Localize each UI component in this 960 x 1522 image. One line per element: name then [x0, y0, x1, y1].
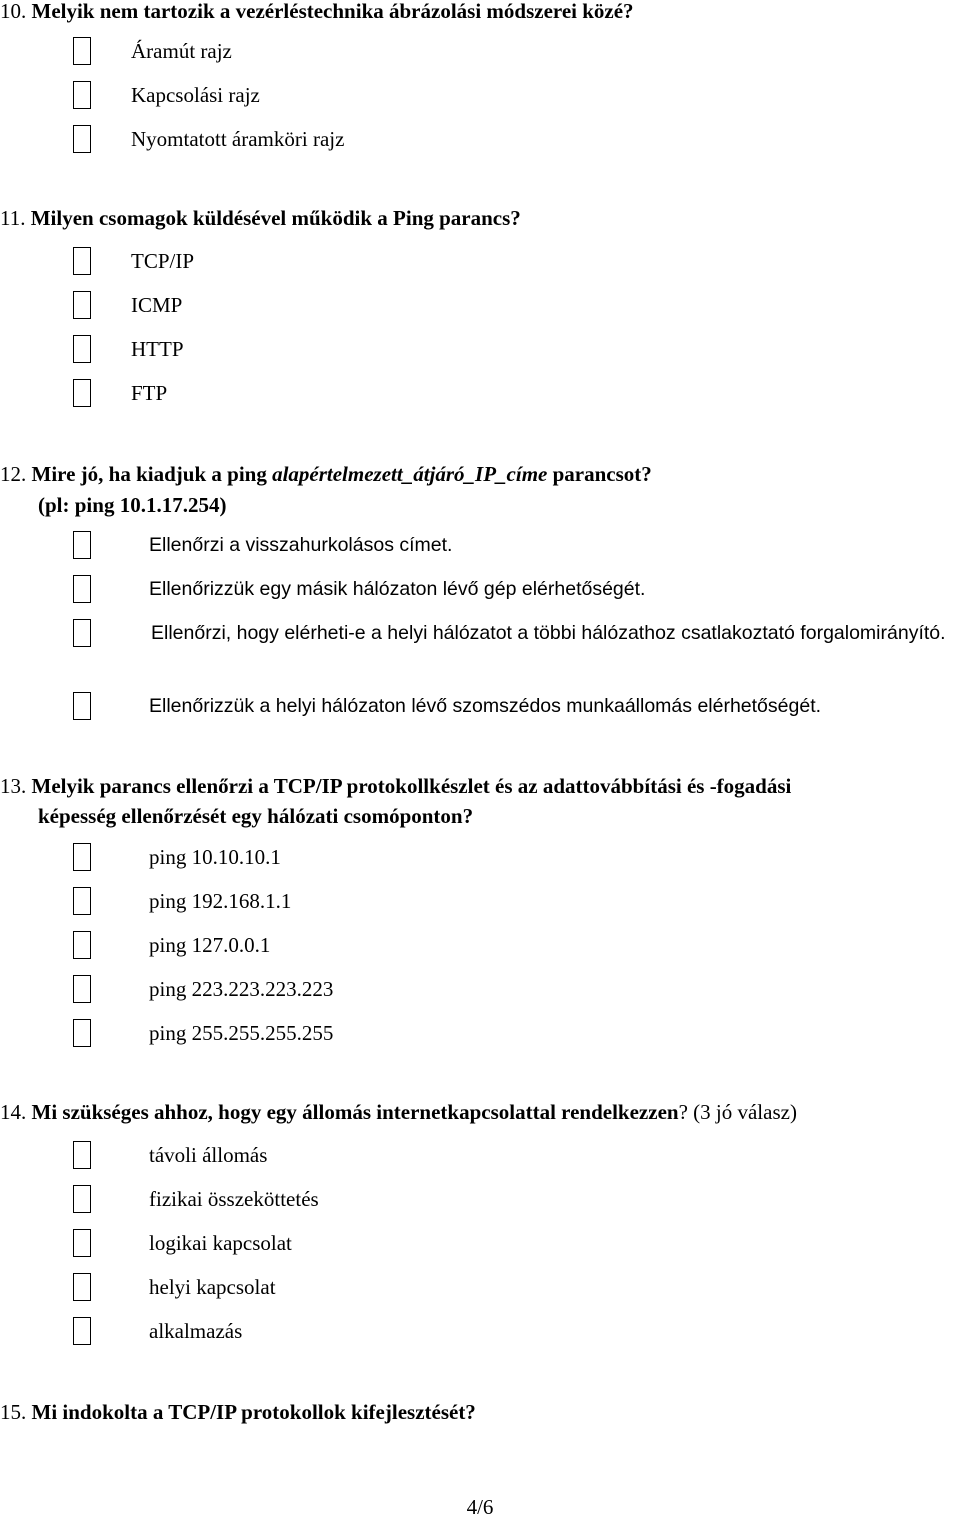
checkbox-q14-opt1[interactable]	[73, 1141, 91, 1169]
question-number: 11.	[0, 206, 26, 230]
question-12-title	[0, 457, 652, 491]
checkbox-q13-opt5[interactable]	[73, 1019, 91, 1047]
checkbox-q13-opt3[interactable]	[73, 931, 91, 959]
q12-option-2: Ellenőrizzük egy másik hálózaton lévő gép elérhetőségét.	[149, 578, 646, 600]
question-number: 12.	[0, 462, 27, 486]
checkbox-q11-opt4[interactable]	[73, 379, 91, 407]
question-suffix: ? (3 jó válasz)	[678, 1100, 797, 1124]
checkbox-q10-opt1[interactable]	[73, 37, 91, 65]
q11-option-4: FTP	[131, 381, 168, 405]
question-11-title	[0, 201, 521, 235]
q10-option-1: Áramút rajz	[131, 39, 232, 63]
question-13-title	[0, 769, 791, 803]
checkbox-q13-opt2[interactable]	[73, 887, 91, 915]
checkbox-q12-opt1[interactable]	[73, 531, 91, 559]
checkbox-q14-opt2[interactable]	[73, 1185, 91, 1213]
question-number: 15.	[0, 1400, 27, 1424]
q13-option-5: ping 255.255.255.255	[149, 1021, 334, 1045]
q11-option-1: TCP/IP	[131, 249, 195, 273]
question-text: Milyen csomagok küldésével működik a Ping parancs?	[30, 206, 521, 230]
q11-option-3: HTTP	[131, 337, 184, 361]
q12-option-1: Ellenőrzi a visszahurkolásos címet.	[149, 534, 453, 556]
question-12-subtitle: (pl: ping 10.1.17.254)	[38, 493, 227, 517]
question-number: 13.	[0, 774, 27, 798]
q14-option-4: helyi kapcsolat	[149, 1275, 276, 1299]
checkbox-q11-opt1[interactable]	[73, 247, 91, 275]
question-14-title	[0, 1095, 797, 1129]
q13-option-1: ping 10.10.10.1	[149, 845, 281, 869]
question-text: Melyik nem tartozik a vezérléstechnika ábrázolási módszerei közé?	[31, 0, 634, 23]
checkbox-q12-opt4[interactable]	[73, 692, 91, 720]
q14-option-5: alkalmazás	[149, 1319, 243, 1343]
q11-option-2: ICMP	[131, 293, 183, 317]
question-text-a: Mire jó, ha kiadjuk a ping	[31, 462, 273, 486]
q13-option-2: ping 192.168.1.1	[149, 889, 292, 913]
checkbox-q14-opt5[interactable]	[73, 1317, 91, 1345]
question-text-line1: Melyik parancs ellenőrzi a TCP/IP protokollkészlet és az adattovábbítási és -fogadási	[31, 774, 792, 798]
checkbox-q11-opt3[interactable]	[73, 335, 91, 363]
page-number: 4/6	[466, 1495, 494, 1519]
question-text: Mi szükséges ahhoz, hogy egy állomás internetkapcsolattal rendelkezzen	[31, 1100, 679, 1124]
q12-option-4: Ellenőrizzük a helyi hálózaton lévő szomszédos munkaállomás elérhetőségét.	[149, 695, 822, 717]
question-number: 14.	[0, 1100, 27, 1124]
q14-option-3: logikai kapcsolat	[149, 1231, 292, 1255]
checkbox-q10-opt2[interactable]	[73, 81, 91, 109]
question-text-b: parancsot?	[547, 462, 652, 486]
checkbox-q13-opt1[interactable]	[73, 843, 91, 871]
checkbox-q10-opt3[interactable]	[73, 125, 91, 153]
question-13-subtitle: képesség ellenőrzését egy hálózati csomóponton?	[38, 804, 474, 828]
checkbox-q12-opt3[interactable]	[73, 619, 91, 647]
question-10-title	[0, 0, 634, 28]
q13-option-3: ping 127.0.0.1	[149, 933, 271, 957]
checkbox-q14-opt3[interactable]	[73, 1229, 91, 1257]
question-15-title	[0, 1395, 476, 1429]
q13-option-4: ping 223.223.223.223	[149, 977, 334, 1001]
checkbox-q11-opt2[interactable]	[73, 291, 91, 319]
q10-option-2: Kapcsolási rajz	[131, 83, 260, 107]
q14-option-1: távoli állomás	[149, 1143, 268, 1167]
q14-option-2: fizikai összeköttetés	[149, 1187, 319, 1211]
question-text: Mi indokolta a TCP/IP protokollok kifejlesztését?	[31, 1400, 476, 1424]
question-number: 10.	[0, 0, 27, 23]
checkbox-q12-opt2[interactable]	[73, 575, 91, 603]
checkbox-q14-opt4[interactable]	[73, 1273, 91, 1301]
q10-option-3: Nyomtatott áramköri rajz	[131, 127, 345, 151]
question-text-italic: alapértelmezett_átjáró_IP_címe	[272, 462, 548, 486]
checkbox-q13-opt4[interactable]	[73, 975, 91, 1003]
q12-option-3: Ellenőrzi, hogy elérheti-e a helyi hálózatot a többi hálózathoz csatlakoztató forgalomirányító.	[151, 622, 946, 644]
